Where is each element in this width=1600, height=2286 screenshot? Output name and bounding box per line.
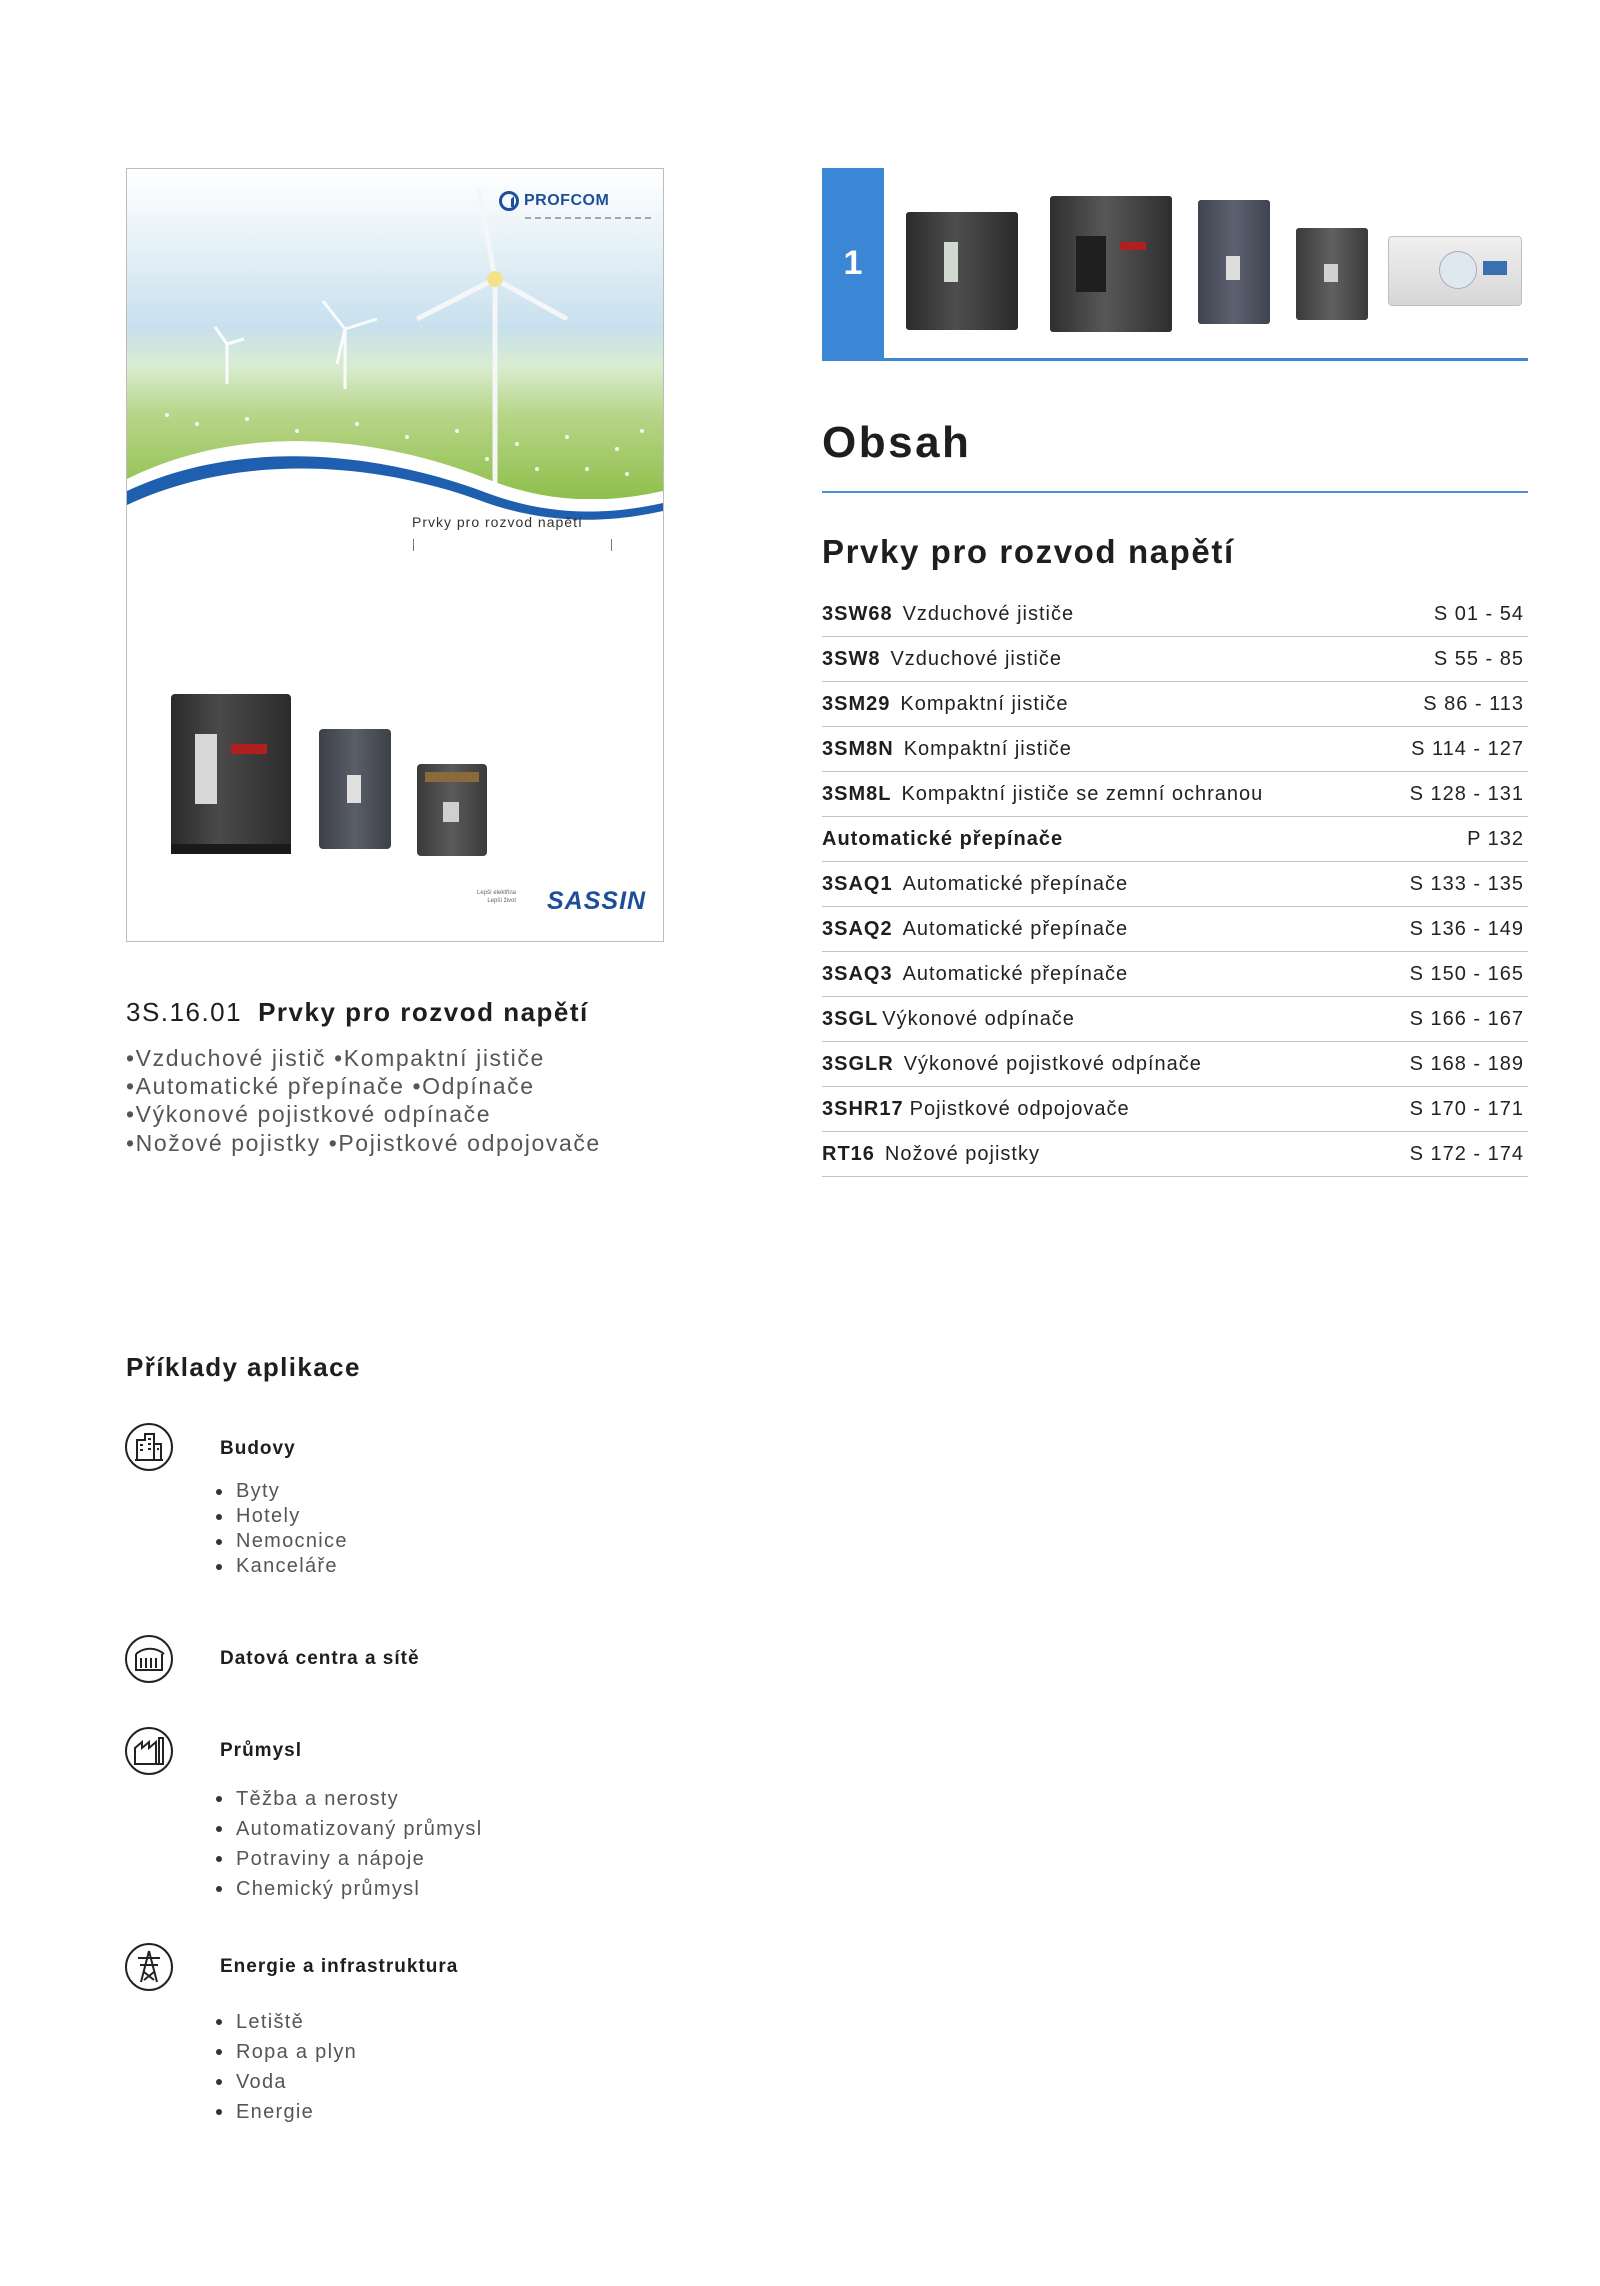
cover-tick	[413, 539, 414, 551]
sassin-logo: SASSIN	[547, 887, 647, 915]
app-list-energy	[216, 2007, 357, 2127]
product-image-acb-2	[1050, 196, 1172, 332]
list-item: Potraviny a nápoje	[216, 1844, 482, 1874]
cover-wave	[127, 409, 663, 529]
app-title-buildings: Budovy	[220, 1438, 296, 1459]
list-item: Ropa a plyn	[216, 2037, 357, 2067]
toc-row[interactable]: 3SAQ3 Automatické přepínače S 150 - 165	[822, 952, 1528, 997]
toc-row[interactable]: 3SHR17 Pojistkové odpojovače S 170 - 171	[822, 1087, 1528, 1132]
chapter-rule	[822, 358, 1528, 361]
toc-row[interactable]: 3SM8L Kompaktní jističe se zemní ochranou S 128 - 131	[822, 772, 1528, 817]
app-list-buildings	[216, 1479, 348, 1579]
building-icon	[124, 1422, 174, 1472]
applications-heading: Příklady aplikace	[126, 1352, 361, 1382]
list-item: Letiště	[216, 2007, 357, 2037]
feature-line: •Vzduchové jistič •Kompaktní jističe	[126, 1045, 545, 1071]
list-item: Chemický průmysl	[216, 1874, 482, 1904]
toc-row[interactable]: 3SW8 Vzduchové jističe S 55 - 85	[822, 637, 1528, 682]
toc-subtitle: Prvky pro rozvod napětí	[822, 533, 1235, 570]
cover-tagline: Lepší elektřina Lepší život	[477, 890, 517, 904]
cover-tick	[611, 539, 612, 551]
toc-row[interactable]: 3SM29 Kompaktní jističe S 86 - 113	[822, 682, 1528, 727]
app-title-data-centers: Datová centra a sítě	[220, 1648, 420, 1669]
compact-breaker-image	[319, 729, 391, 849]
profcom-logo-icon	[499, 191, 519, 211]
toc-row[interactable]: 3SAQ1 Automatické přepínače S 133 - 135	[822, 862, 1528, 907]
toc-row[interactable]: Automatické přepínače P 132	[822, 817, 1528, 862]
list-item: Kanceláře	[216, 1554, 348, 1579]
toc-row[interactable]: 3SAQ2 Automatické přepínače S 136 - 149	[822, 907, 1528, 952]
product-name: Prvky pro rozvod napětí	[258, 997, 589, 1027]
list-item: Nemocnice	[216, 1529, 348, 1554]
feature-line: •Výkonové pojistkové odpínače	[126, 1101, 492, 1127]
breaker-indicator	[231, 744, 267, 754]
list-item: Automatizovaný průmysl	[216, 1814, 482, 1844]
brand-subline	[525, 217, 655, 219]
toc-row[interactable]: 3SGLR Výkonové pojistkové odpínače S 168 - 189	[822, 1042, 1528, 1087]
power-tower-icon	[124, 1942, 174, 1992]
data-center-icon	[124, 1634, 174, 1684]
toc-row[interactable]: 3SM8N Kompaktní jističe S 114 - 127	[822, 727, 1528, 772]
breaker-display	[195, 734, 217, 804]
cover-title: Prvky pro rozvod napětí	[412, 514, 583, 530]
app-list-industry	[216, 1784, 482, 1904]
product-image-mccb-1	[1198, 200, 1270, 324]
list-item: Voda	[216, 2067, 357, 2097]
product-image-acb-1	[906, 212, 1018, 330]
feature-line: •Automatické přepínače •Odpínače	[126, 1073, 535, 1099]
product-image-ats	[1388, 236, 1522, 306]
feature-line: •Nožové pojistky •Pojistkové odpojovače	[126, 1130, 601, 1156]
list-item: Byty	[216, 1479, 348, 1504]
chapter-number-tab: 1	[822, 168, 884, 358]
product-image-mccb-2	[1296, 228, 1368, 320]
list-item: Hotely	[216, 1504, 348, 1529]
molded-case-breaker-image	[417, 764, 487, 856]
app-title-energy: Energie a infrastruktura	[220, 1956, 459, 1977]
list-item: Energie	[216, 2097, 357, 2127]
toc-row[interactable]: 3SW68 Vzduchové jističe S 01 - 54	[822, 592, 1528, 637]
product-heading	[126, 997, 589, 1028]
profcom-logo: PROFCOM	[499, 191, 609, 211]
toc-row[interactable]: RT16 Nožové pojistky S 172 - 174	[822, 1132, 1528, 1177]
product-code: 3S.16.01	[126, 997, 243, 1027]
air-circuit-breaker-image	[171, 694, 291, 854]
catalogue-cover	[126, 168, 664, 942]
toc-row[interactable]: 3SGL Výkonové odpínače S 166 - 167	[822, 997, 1528, 1042]
toc-title: Obsah	[822, 418, 972, 467]
factory-icon	[124, 1726, 174, 1776]
app-title-industry: Průmysl	[220, 1740, 302, 1761]
toc-title-rule	[822, 491, 1528, 493]
list-item: Těžba a nerosty	[216, 1784, 482, 1814]
